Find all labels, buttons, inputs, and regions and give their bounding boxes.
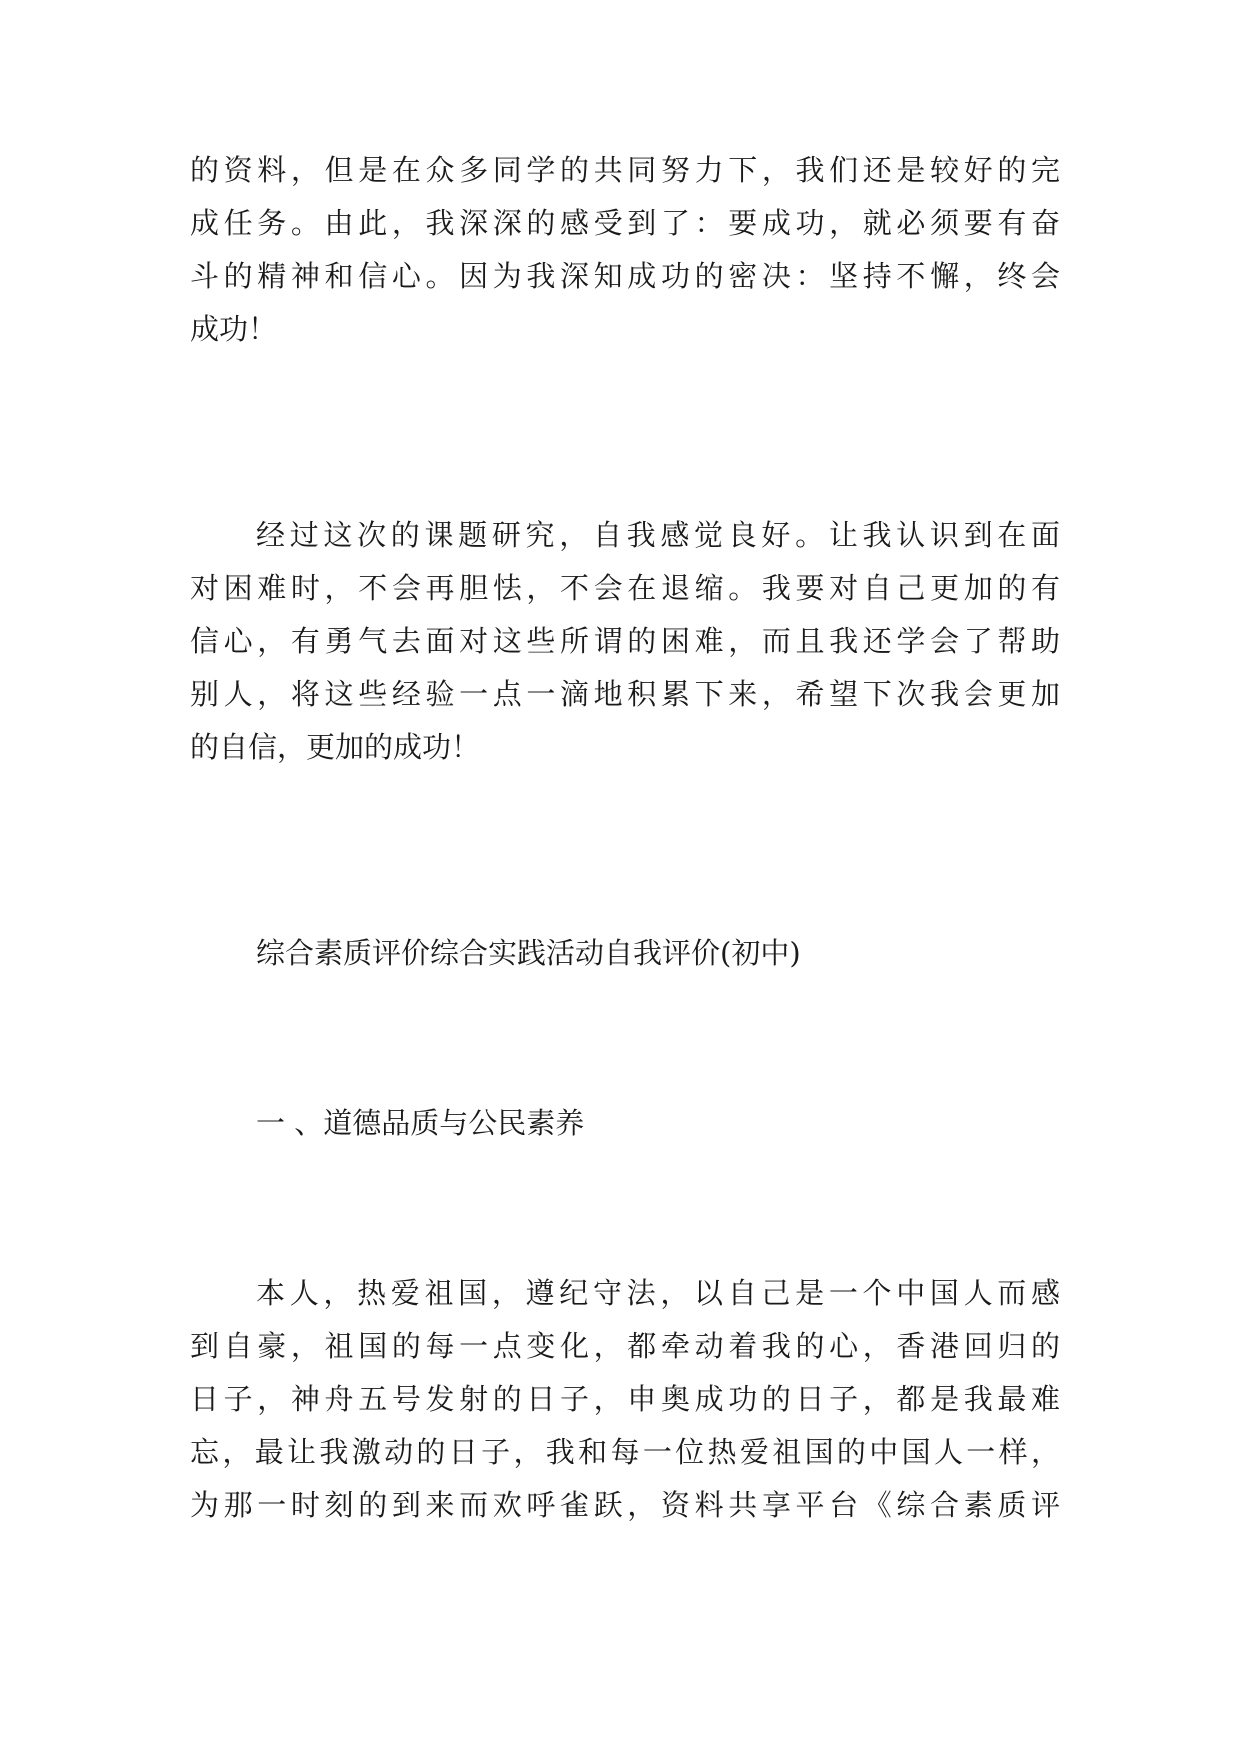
paragraph-2-line-1: 经过这次的课题研究，自我感觉良好。让我认识到在面 (256, 518, 1060, 552)
paragraph-3-line-3: 日子，神舟五号发射的日子，申奥成功的日子，都是我最难 (190, 1382, 1060, 1416)
paragraph-1-line-1: 的资料，但是在众多同学的共同努力下，我们还是较好的完 (190, 153, 1060, 187)
paragraph-3-line-4: 忘，最让我激动的日子，我和每一位热爱祖国的中国人一样， (190, 1435, 1060, 1469)
section-title: 综合素质评价综合实践活动自我评价(初中) (256, 936, 801, 970)
paragraph-2-line-5: 的自信，更加的成功！ (190, 730, 481, 764)
paragraph-3-line-1: 本人，热爱祖国，遵纪守法，以自己是一个中国人而感 (256, 1276, 1060, 1310)
paragraph-3-line-5: 为那一时刻的到来而欢呼雀跃，资料共享平台《综合素质评 (190, 1488, 1060, 1522)
subsection-title: 一 、道德品质与公民素养 (256, 1106, 585, 1140)
paragraph-2-line-3: 信心，有勇气去面对这些所谓的困难，而且我还学会了帮助 (190, 624, 1060, 658)
paragraph-1-line-2: 成任务。由此，我深深的感受到了：要成功，就必须要有奋 (190, 206, 1060, 240)
paragraph-2-line-4: 别人，将这些经验一点一滴地积累下来，希望下次我会更加 (190, 677, 1060, 711)
paragraph-1-line-4: 成功！ (190, 312, 278, 346)
paragraph-3-line-2: 到自豪，祖国的每一点变化，都牵动着我的心，香港回归的 (190, 1329, 1060, 1363)
paragraph-2-line-2: 对困难时，不会再胆怯，不会在退缩。我要对自己更加的有 (190, 571, 1060, 605)
paragraph-1-line-3: 斗的精神和信心。因为我深知成功的密决：坚持不懈，终会 (190, 259, 1060, 293)
